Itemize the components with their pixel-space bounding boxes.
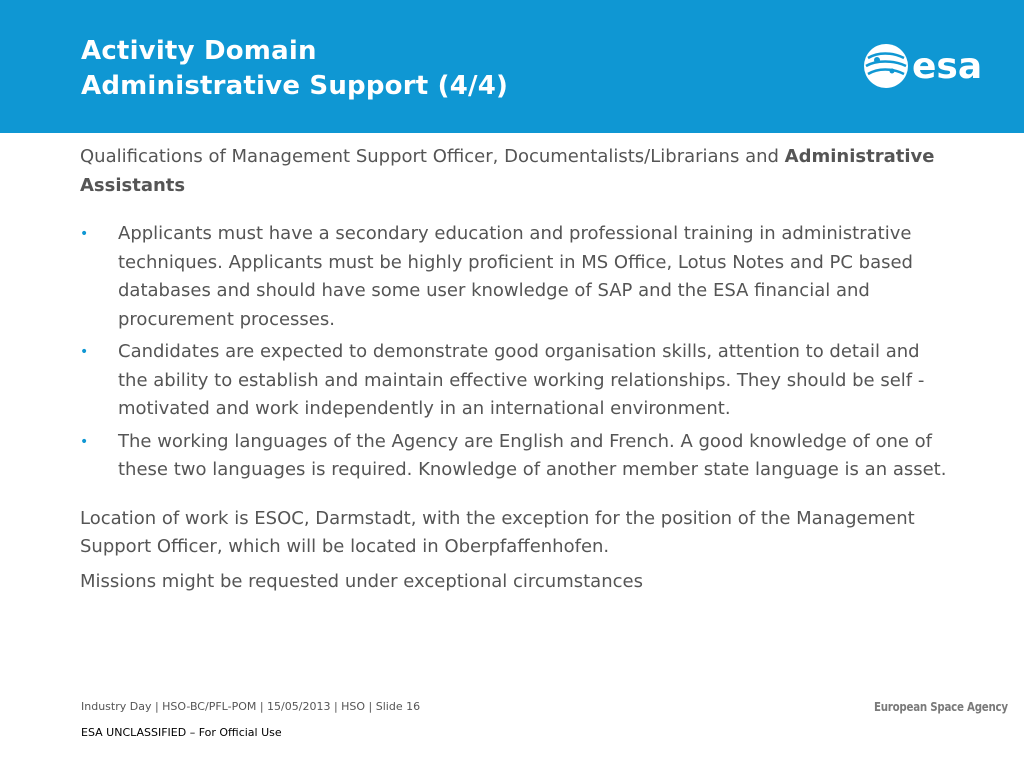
list-item [80, 428, 948, 485]
requirements-list [80, 220, 960, 485]
footer-info: Industry Day | HSO-BC/PFL-POM | 15/05/2013 | HSO | Slide 16 [81, 700, 421, 713]
esa-logo-icon [862, 40, 1002, 92]
slide-content [80, 143, 960, 596]
subtitle-text: Qualifications of Management Support Officer, Documentalists/Librarians and [80, 146, 785, 167]
bullet-icon: • [80, 344, 89, 360]
list-item-text: Applicants must have a secondary education and professional training in administrative techniques. Applicants must be highly proficient in MS Office, Lotus Notes and PC based databases and should have some user knowledge of SAP and the ESA financial and procurement processes. [118, 223, 913, 330]
title-line-2: Administrative Support (4/4) [81, 71, 509, 101]
list-item [80, 338, 948, 424]
bullet-icon: • [80, 226, 89, 242]
list-item-text: Candidates are expected to demonstrate good organisation skills, attention to detail and the ability to establish and maintain effective working relationships. They should be self -motivated and work independently in an international environment. [118, 341, 925, 419]
subtitle-bold-text: Administrative Assistants [80, 146, 935, 196]
missions-paragraph: Missions might be requested under exceptional circumstances [80, 570, 643, 592]
list-item-text: The working languages of the Agency are English and French. A good knowledge of one of these two languages is required. Knowledge of another member state language is an asset. [118, 430, 947, 480]
slide-title [81, 34, 508, 104]
footer-agency-name: European Space Agency [874, 699, 1008, 714]
classification-label: ESA UNCLASSIFIED – For Official Use [81, 726, 282, 739]
header-bar [0, 0, 1024, 133]
logo-text: esa [912, 46, 983, 87]
bullet-icon: • [80, 433, 89, 450]
location-paragraph: Location of work is ESOC, Darmstadt, with the exception for the position of the Management Support Officer, which will be located in Oberpfaffenhofen. [80, 507, 915, 557]
list-item [80, 220, 948, 334]
slide-subtitle [80, 143, 960, 200]
title-line-1: Activity Domain [81, 36, 317, 66]
